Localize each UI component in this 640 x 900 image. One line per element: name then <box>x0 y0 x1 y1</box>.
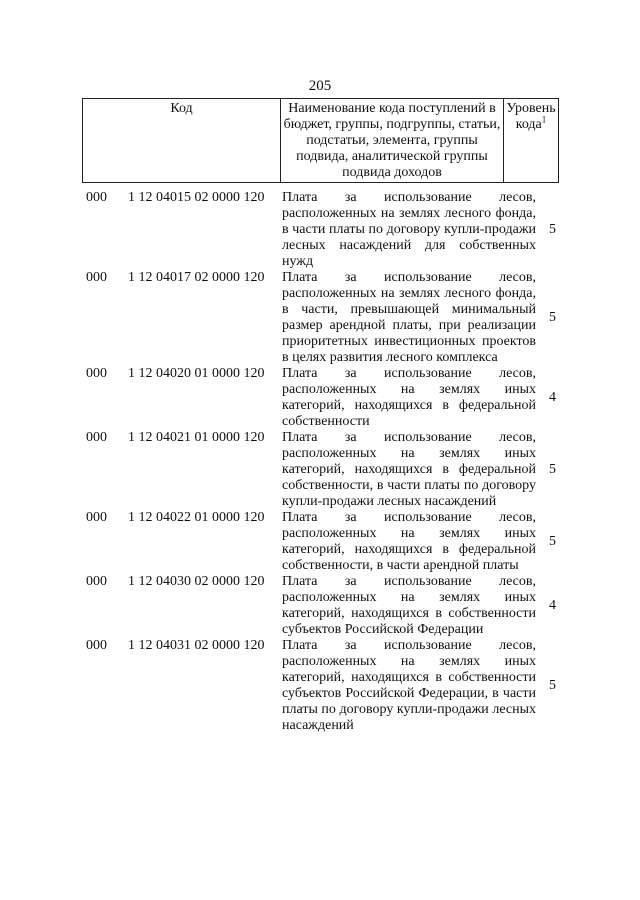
row-name: Плата за использование лесов, расположенных на землях иных категорий, находящихся в собственности субъектов Российской Федерации, в части платы по договору купли-продажи лесных насаждений <box>282 638 536 733</box>
table-row <box>86 574 556 638</box>
row-code: 1 12 04017 02 0000 120 <box>128 270 265 285</box>
row-level: 5 <box>549 310 556 325</box>
row-prefix: 000 <box>86 270 107 285</box>
table-row <box>86 430 556 510</box>
table-header <box>82 98 559 183</box>
row-prefix: 000 <box>86 510 107 525</box>
table-row <box>86 638 556 734</box>
row-name: Плата за использование лесов, расположенных на землях иных категорий, находящихся в федеральной собственности, в части платы по договору купли-продажи лесных насаждений <box>282 430 536 509</box>
row-code: 1 12 04022 01 0000 120 <box>128 510 265 525</box>
row-name: Плата за использование лесов, расположенных на землях иных категорий, находящихся в федеральной собственности, в части арендной платы <box>282 510 536 573</box>
header-code: Код <box>83 99 281 183</box>
row-level: 5 <box>549 462 556 477</box>
row-code: 1 12 04020 01 0000 120 <box>128 366 265 381</box>
row-prefix: 000 <box>86 638 107 653</box>
row-code: 1 12 04015 02 0000 120 <box>128 190 265 205</box>
header-level <box>504 99 559 183</box>
row-prefix: 000 <box>86 574 107 589</box>
table-row <box>86 270 556 366</box>
row-name: Плата за использование лесов, расположенных на землях иных категорий, находящихся в федеральной собственности <box>282 366 536 429</box>
row-level: 4 <box>549 598 556 613</box>
row-prefix: 000 <box>86 366 107 381</box>
page-number: 205 <box>308 78 332 94</box>
table-body <box>86 190 556 734</box>
row-code: 1 12 04030 02 0000 120 <box>128 574 265 589</box>
row-code: 1 12 04031 02 0000 120 <box>128 638 265 653</box>
row-code: 1 12 04021 01 0000 120 <box>128 430 265 445</box>
row-name: Плата за использование лесов, расположенных на землях лесного фонда, в части платы по договору купли-продажи лесных насаждений для собственных нужд <box>282 190 536 269</box>
table-row <box>86 366 556 430</box>
row-prefix: 000 <box>86 190 107 205</box>
row-prefix: 000 <box>86 430 107 445</box>
header-level-footnote: 1 <box>541 114 547 125</box>
header-level-label: Уровень кода <box>506 101 556 132</box>
header-name: Наименование кода поступлений в бюджет, группы, подгруппы, статьи, подстатьи, элемента, группы подвида, аналитической группы подвида доходов <box>281 99 504 183</box>
row-name: Плата за использование лесов, расположенных на землях иных категорий, находящихся в собственности субъектов Российской Федерации <box>282 574 536 637</box>
table-row <box>86 510 556 574</box>
row-level: 5 <box>549 534 556 549</box>
table-row <box>86 190 556 270</box>
row-name: Плата за использование лесов, расположенных на землях лесного фонда, в части, превышающей минимальный размер арендной платы, при реализации приоритетных инвестиционных проектов в целях развития лесного комплекса <box>282 270 536 365</box>
row-level: 4 <box>549 390 556 405</box>
row-level: 5 <box>549 222 556 237</box>
row-level: 5 <box>549 678 556 693</box>
